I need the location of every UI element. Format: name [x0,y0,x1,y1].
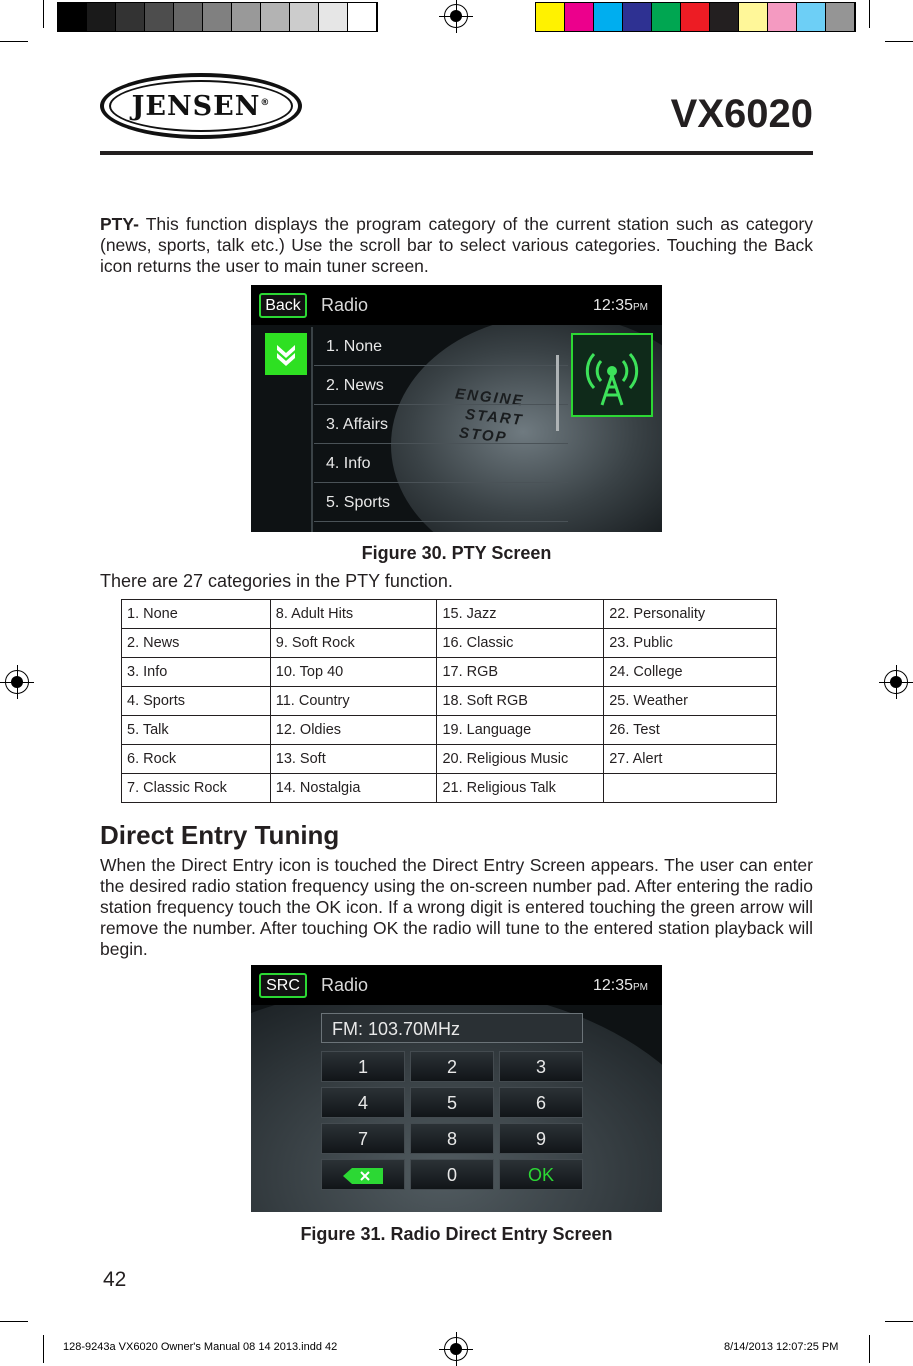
color-swatch [797,3,826,31]
list-item[interactable]: 3. Affairs [314,405,568,444]
clock: 12:35PM [592,977,648,994]
color-swatch [826,3,855,31]
table-cell: 10. Top 40 [270,658,437,687]
color-swatch [58,3,87,31]
table-cell: 24. College [604,658,777,687]
key-7[interactable]: 7 [321,1123,405,1154]
frequency-display: FM: 103.70MHz [321,1013,583,1043]
color-swatch [623,3,652,31]
table-row [122,774,777,803]
color-swatch [768,3,797,31]
table-cell: 25. Weather [604,687,777,716]
table-cell: 1. None [122,600,271,629]
table-cell: 2. News [122,629,271,658]
figure-31-caption: Figure 31. Radio Direct Entry Screen [300,1224,613,1244]
table-cell: 22. Personality [604,600,777,629]
table-cell: 21. Religious Talk [437,774,604,803]
key-3[interactable]: 3 [499,1051,583,1082]
back-button[interactable]: Back [259,293,307,318]
crop-mark [885,1321,913,1322]
table-row [122,687,777,716]
number-pad [321,1051,583,1190]
section-heading: Direct Entry Tuning [100,820,340,850]
color-swatch [739,3,768,31]
screen-title: Radio [321,975,369,995]
color-swatch [203,3,232,31]
color-swatch [261,3,290,31]
scroll-down-button[interactable] [265,333,307,375]
start-label: START [464,405,525,430]
table-cell: 26. Test [604,716,777,745]
table-row [122,745,777,774]
key-2[interactable]: 2 [410,1051,494,1082]
table-cell: 23. Public [604,629,777,658]
key-5[interactable]: 5 [410,1087,494,1118]
table-cell: 5. Talk [122,716,271,745]
key-1[interactable]: 1 [321,1051,405,1082]
registration-mark-icon [444,4,468,28]
delete-button[interactable] [321,1159,405,1190]
color-swatch [652,3,681,31]
ok-button[interactable]: OK [499,1159,583,1190]
table-cell: 9. Soft Rock [270,629,437,658]
color-swatch [565,3,594,31]
table-cell: 16. Classic [437,629,604,658]
table-cell: 20. Religious Music [437,745,604,774]
page-number: 42 [103,1268,127,1291]
header-rule [100,151,813,155]
slug-date: 8/14/2013 12:07:25 PM [724,1341,839,1353]
key-6[interactable]: 6 [499,1087,583,1118]
figure-30-caption: Figure 30. PTY Screen [361,543,552,563]
table-cell: 13. Soft [270,745,437,774]
crop-mark [885,41,913,42]
list-item[interactable]: 4. Info [314,444,568,483]
slug-file-info: 128-9243a VX6020 Owner's Manual 08 14 2013.indd 42 [63,1341,338,1353]
color-swatch [290,3,319,31]
double-chevron-down-icon [265,333,307,375]
list-item[interactable]: 2. News [314,366,568,405]
list-item[interactable]: 1. None [314,327,568,366]
registration-mark-icon [884,670,908,694]
table-cell: 12. Oldies [270,716,437,745]
crop-mark [43,0,44,28]
stop-label: STOP [458,424,509,447]
table-cell [604,774,777,803]
registration-mark-icon [5,670,29,694]
table-row [122,600,777,629]
color-swatch [348,3,377,31]
jensen-logo: JENSEN® [100,73,302,139]
color-swatch [594,3,623,31]
pty-description: PTY- This function displays the program category of the current station such as category (news, sports, talk etc.) Use the scroll bar to select various categories. Touching the Back icon returns the user to main tuner screen. [100,214,813,276]
key-4[interactable]: 4 [321,1087,405,1118]
color-swatch [232,3,261,31]
table-cell: 6. Rock [122,745,271,774]
direct-entry-screen-figure [251,965,662,1212]
table-cell: 17. RGB [437,658,604,687]
screen-title: Radio [321,295,369,315]
color-swatch [87,3,116,31]
source-button[interactable]: SRC [259,973,307,998]
model-number: VX6020 [670,92,813,136]
list-item[interactable]: 5. Sports [314,483,568,522]
categories-intro: There are 27 categories in the PTY function. [100,571,453,591]
list-divider [311,327,313,532]
table-cell: 27. Alert [604,745,777,774]
table-cell: 11. Country [270,687,437,716]
pty-categories-table [121,599,777,803]
color-swatch [145,3,174,31]
pty-category-list[interactable] [314,327,568,522]
broadcast-antenna-icon [573,335,651,415]
color-swatch [319,3,348,31]
pty-screen-figure [251,285,662,532]
crop-mark [869,0,870,28]
table-cell: 7. Classic Rock [122,774,271,803]
color-swatch [536,3,565,31]
crop-mark [43,1335,44,1363]
gray-color-bar [57,2,378,32]
clock: 12:35PM [592,297,648,314]
crop-mark [869,1335,870,1363]
color-swatch [174,3,203,31]
key-8[interactable]: 8 [410,1123,494,1154]
scrollbar[interactable] [556,355,559,431]
process-color-bar [535,2,856,32]
table-cell: 14. Nostalgia [270,774,437,803]
key-9[interactable]: 9 [499,1123,583,1154]
table-cell: 19. Language [437,716,604,745]
color-swatch [710,3,739,31]
table-cell: 18. Soft RGB [437,687,604,716]
table-cell: 8. Adult Hits [270,600,437,629]
registration-mark-icon [444,1337,468,1361]
crop-mark [0,1321,28,1322]
table-cell: 4. Sports [122,687,271,716]
color-swatch [116,3,145,31]
table-cell: 3. Info [122,658,271,687]
color-swatch [681,3,710,31]
table-row [122,658,777,687]
direct-entry-button[interactable] [571,333,653,417]
engine-label: ENGINE [454,385,526,410]
table-row [122,629,777,658]
backspace-arrow-icon [343,1168,383,1184]
table-row [122,716,777,745]
key-0[interactable]: 0 [410,1159,494,1190]
table-cell: 15. Jazz [437,600,604,629]
direct-entry-description: When the Direct Entry icon is touched the Direct Entry Screen appears. The user can enter the desired radio station frequency using the on-screen number pad. After entering the radio station frequency touch the OK icon. If a wrong digit is entered touching the green arrow will remove the number. After touching OK the radio will tune to the entered station playback will begin. [100,855,813,959]
crop-mark [0,41,28,42]
